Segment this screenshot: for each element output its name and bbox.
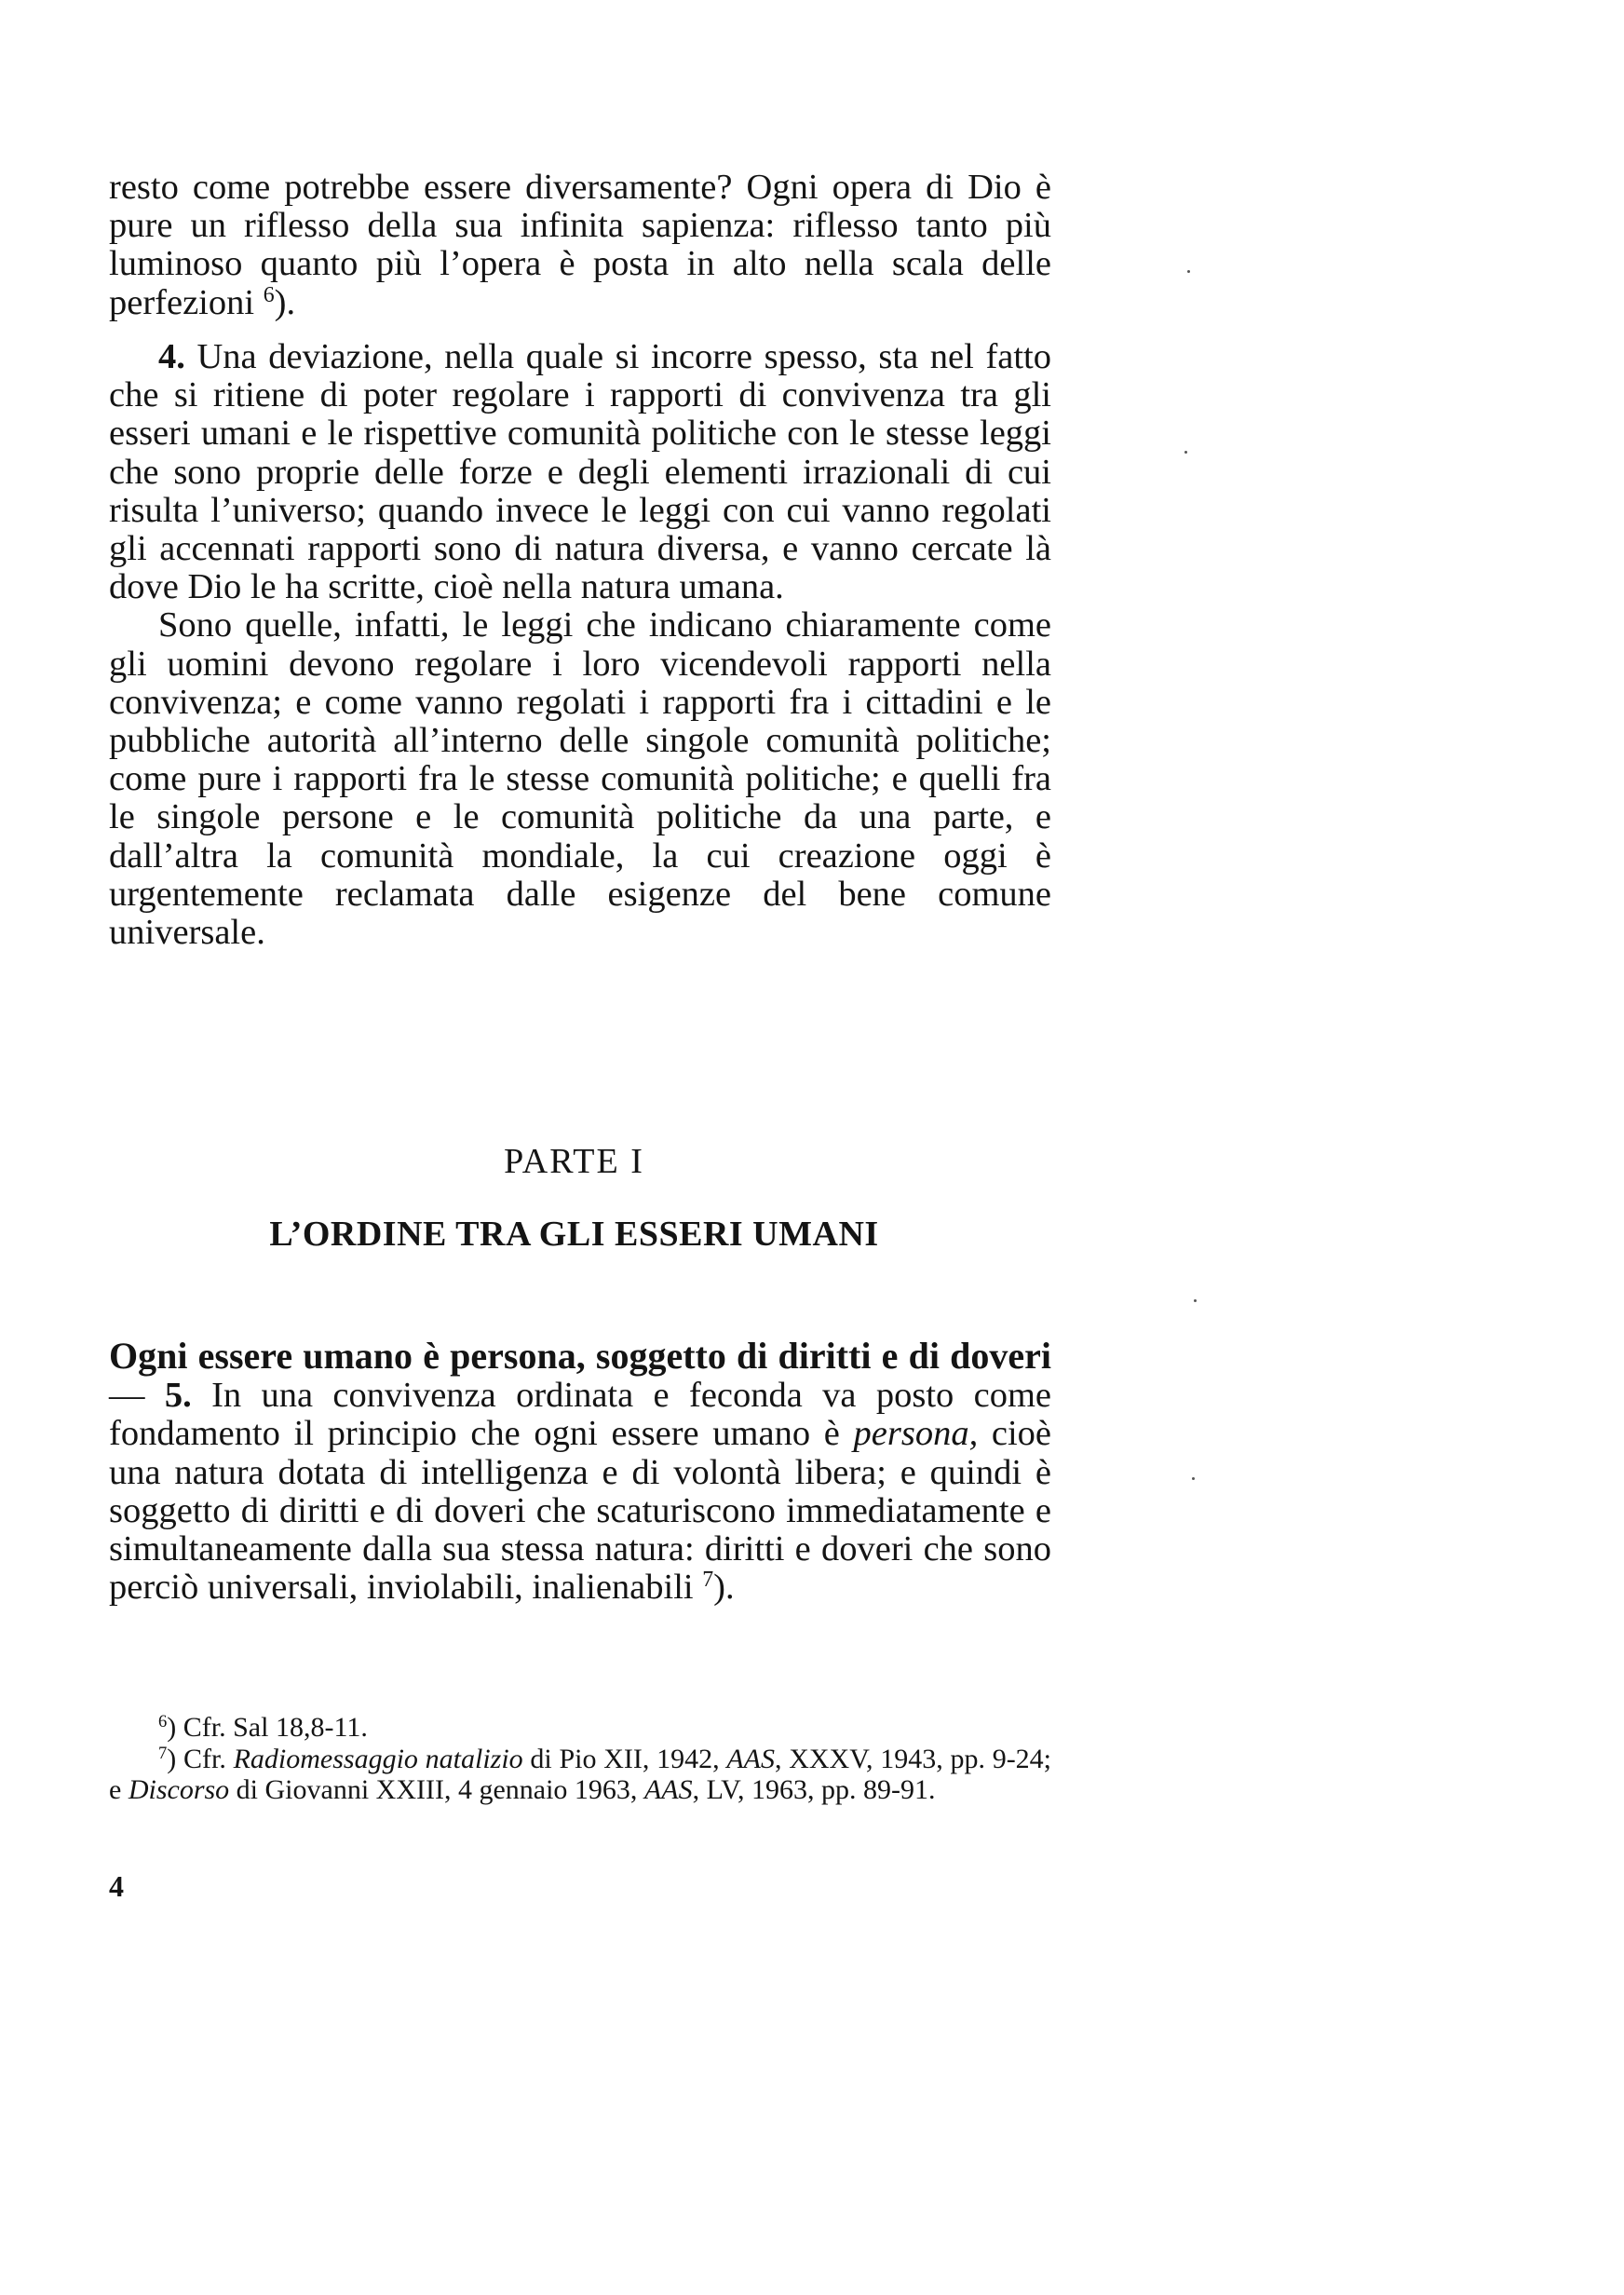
scan-speck bbox=[1184, 451, 1187, 454]
footnote-7-part: , LV, 1963, pp. 89-91. bbox=[692, 1774, 936, 1805]
footnote-6 bbox=[109, 1712, 1051, 1744]
footnotes bbox=[109, 1712, 1051, 1806]
scan-speck bbox=[1192, 1477, 1195, 1480]
section-text-2: cioè una natura dotata di intelligenza e di volontà libera; e quindi è soggetto di diritti e di doveri che scaturiscono immediatamente e simultaneamente dalla sua stessa natura: diritti e doveri che sono perciò universali, inviolabili, inalienabili bbox=[109, 1414, 1052, 1608]
footnote-7-part: di Giovanni XXIII, 4 gennaio 1963, bbox=[229, 1774, 644, 1805]
footnote-7-part: ) Cfr. bbox=[167, 1743, 234, 1774]
continuation-paragraph bbox=[109, 169, 1051, 322]
continuation-text: resto come potrebbe essere diversamente? Ogni opera di Dio è pure un riflesso della sua infinita sapienza: riflesso tanto più luminoso quanto più l’opera è posta in alto nella scala delle perfezioni bbox=[109, 168, 1051, 322]
footnote-6-text: ) Cfr. Sal 18,8-11. bbox=[167, 1712, 368, 1743]
footnote-marker-6: 6 bbox=[158, 1711, 168, 1731]
section-end: ). bbox=[713, 1568, 735, 1608]
paragraph-number-5: 5. bbox=[164, 1376, 192, 1416]
footnote-marker-7: 7 bbox=[158, 1743, 168, 1763]
footnote-ref-7: 7 bbox=[702, 1568, 714, 1593]
footnote-7-part: , XXXV, 1943, pp. 9-24; e bbox=[109, 1743, 1052, 1805]
paragraph-4-continuation: Sono quelle, infatti, le leggi che indicano chiaramente come gli uomini devono regolare i loro vicendevoli rapporti nella convivenza; e come vanno regolati i rapporti fra i cittadini e le pubbliche autorità all’interno delle singole comunità politiche; come pure i rapporti fra le stesse comunità politiche; e quelli fra le singole persone e le comunità politiche da una parte, e dall’altra la comunità mondiale, la cui creazione oggi è urgentemente reclamata dalle esigenze del bene comune universale. bbox=[109, 605, 1051, 953]
section-5 bbox=[109, 1337, 1051, 1607]
footnote-7 bbox=[109, 1744, 1051, 1806]
section-dash: — bbox=[109, 1376, 165, 1416]
paragraph-4 bbox=[109, 338, 1051, 952]
part-number: PARTE I bbox=[504, 1142, 644, 1181]
footnote-ref-6: 6 bbox=[263, 282, 275, 307]
scan-speck bbox=[1187, 270, 1190, 273]
continuation-end: ). bbox=[274, 282, 296, 322]
footnote-7-italic-aas: AAS bbox=[726, 1743, 775, 1774]
section-italic-persona: persona, bbox=[853, 1414, 979, 1454]
paragraph-number-4: 4. bbox=[158, 337, 185, 376]
footnote-7-italic-aas: AAS bbox=[643, 1774, 693, 1805]
section-heading: Ogni essere umano è persona, soggetto di diritti e di doveri bbox=[109, 1335, 1051, 1377]
part-title: L’ORDINE TRA GLI ESSERI UMANI bbox=[269, 1215, 879, 1254]
footnote-7-part: di Pio XII, 1942, bbox=[522, 1743, 727, 1774]
page-number: 4 bbox=[109, 1869, 124, 1903]
section-text-1: In una convivenza ordinata e feconda va posto come fondamento il principio che ogni essere umano è bbox=[109, 1376, 1052, 1454]
footnote-7-italic-title: Radiomessaggio natalizio bbox=[233, 1743, 523, 1774]
scan-speck bbox=[1194, 1299, 1197, 1302]
footnote-7-italic-discorso: Discorso bbox=[128, 1774, 230, 1805]
paragraph-4-text: Una deviazione, nella quale si incorre spesso, sta nel fatto che si ritiene di poter regolare i rapporti di convivenza tra gli esseri umani e le rispettive comunità politiche con le stesse leggi che sono proprie delle forze e degli elementi irrazionali di cui risulta l’universo; quando invece le leggi con cui vanno regolati gli accennati rapporti sono di natura diversa, e vanno cercate là dove Dio le ha scritte, cioè nella natura umana. bbox=[109, 337, 1051, 607]
